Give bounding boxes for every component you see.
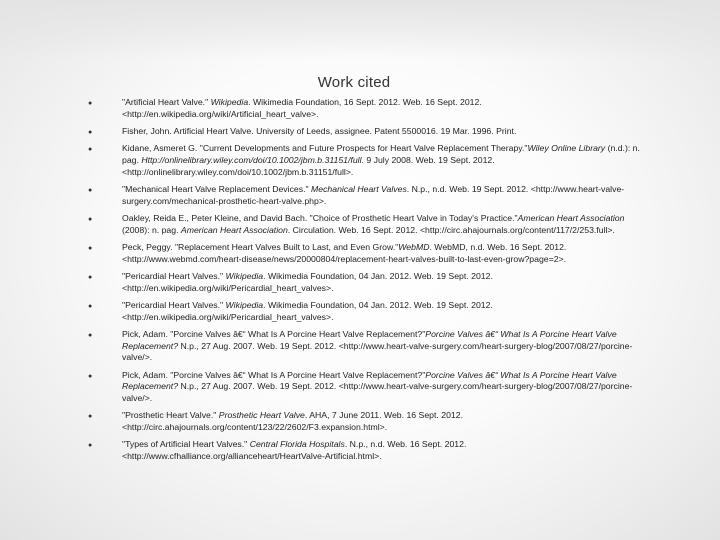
bullet-icon: ● (88, 273, 93, 281)
reference-item (86, 439, 646, 463)
reference-text: "Prosthetic Heart Valve." (122, 410, 219, 421)
reference-item (86, 329, 646, 364)
reference-item (86, 143, 646, 178)
reference-text: . N.p., n.d. Web. 19 Sept. 2012. <http://www.heart-valve-surgery.com/mechanical-prosthetic-heart-valve.php>. (122, 183, 625, 206)
reference-text: "Pericardial Heart Valves." (122, 299, 226, 310)
reference-text: . Wikimedia Foundation, 04 Jan. 2012. Web. 19 Sept. 2012. <http://en.wikipedia.org/wiki/Pericardial_heart_valves>. (122, 270, 493, 293)
reference-italic-text: Porcine Valves â€“ What Is A Porcine Heart Valve Replacement? (122, 328, 617, 351)
reference-text: "Artificial Heart Valve." (122, 97, 211, 107)
reference-text: "Types of Artificial Heart Valves." (122, 439, 250, 450)
reference-text: . Wikimedia Foundation, 16 Sept. 2012. Web. 16 Sept. 2012. <http://en.wikipedia.org/wiki/Artificial_heart_valve>. (122, 97, 482, 119)
reference-text: . N.p., n.d. Web. 16 Sept. 2012. <http://www.cfhalliance.org/allianceheart/HeartValve-Artificial.html>. (122, 439, 467, 462)
reference-item (86, 300, 646, 324)
bullet-icon: ● (88, 331, 93, 339)
reference-item (86, 126, 646, 138)
reference-text: . WebMD, n.d. Web. 16 Sept. 2012. <http://www.webmd.com/heart-disease/news/20000804/replacement-heart-valves-built-to-last-even-grow?page=2>. (122, 241, 567, 264)
reference-text: "Pericardial Heart Valves." (122, 270, 226, 281)
reference-italic-text: Http://onlinelibrary.wiley.com/doi/10.1002/jbm.b.31151/full (141, 154, 362, 165)
reference-text: Kidane, Asmeret G. "Current Developments and Future Prospects for Heart Valve Replacement Therapy." (122, 143, 528, 154)
reference-list (86, 97, 646, 468)
bullet-icon: ● (88, 186, 93, 194)
bullet-icon: ● (88, 413, 93, 421)
reference-italic-text: Porcine Valves â€“ What Is A Porcine Heart Valve Replacement? (122, 369, 617, 392)
reference-text: Oakley, Reida E., Peter Kleine, and David Bach. "Choice of Prosthetic Heart Valve in Today's Practice." (122, 212, 518, 223)
bullet-icon: ● (88, 372, 93, 380)
reference-item (86, 271, 646, 295)
bullet-icon: ● (88, 100, 93, 107)
reference-italic-text: Wikipedia (225, 299, 264, 310)
reference-text: Pick, Adam. "Porcine Valves â€“ What Is A Porcine Heart Valve Replacement?" (122, 328, 426, 339)
bullet-icon: ● (88, 146, 93, 154)
reference-italic-text: American Heart Association (180, 224, 288, 235)
reference-item (86, 97, 646, 121)
reference-text: . 9 July 2008. Web. 19 Sept. 2012. <http://onlinelibrary.wiley.com/doi/10.1002/jbm.b.31151/full>. (122, 154, 495, 177)
reference-italic-text: Prosthetic Heart Valve (218, 410, 305, 421)
reference-italic-text: American Heart Association (517, 212, 625, 223)
reference-text: (2008): n. pag. (122, 224, 181, 235)
reference-italic-text: Wikipedia (210, 97, 249, 107)
reference-item (86, 184, 646, 208)
reference-text: . AHA, 7 June 2011. Web. 16 Sept. 2012. <http://circ.ahajournals.org/content/123/22/2602/F3.expansion.html>. (122, 410, 463, 433)
reference-text: . Wikimedia Foundation, 04 Jan. 2012. Web. 19 Sept. 2012. <http://en.wikipedia.org/wiki/Pericardial_heart_valves>. (122, 299, 493, 322)
reference-text: (n.d.): n. pag. (122, 143, 640, 165)
reference-text: Peck, Peggy. "Replacement Heart Valves Built to Last, and Even Grow." (122, 241, 399, 252)
reference-item (86, 410, 646, 434)
reference-text: . Circulation. Web. 16 Sept. 2012. <http://circ.ahajournals.org/content/117/2/253.full>. (287, 224, 615, 235)
reference-text: Pick, Adam. "Porcine Valves â€“ What Is A Porcine Heart Valve Replacement?" (122, 369, 426, 380)
bullet-icon: ● (88, 442, 93, 450)
reference-item (86, 370, 646, 405)
reference-text: N.p., 27 Aug. 2007. Web. 19 Sept. 2012. <http://www.heart-valve-surgery.com/heart-surgery-blog/2007/08/27/porcine-valve/>. (122, 381, 633, 404)
reference-italic-text: Wiley Online Library (527, 143, 606, 154)
reference-italic-text: Wikipedia (225, 270, 264, 281)
page-title: Work cited (317, 74, 391, 91)
reference-italic-text: WebMD (398, 241, 430, 252)
reference-text: "Mechanical Heart Valve Replacement Devices." (122, 183, 312, 194)
bullet-icon: ● (88, 302, 93, 310)
reference-italic-text: Central Florida Hospitals (249, 439, 345, 450)
bullet-icon: ● (88, 244, 93, 252)
reference-item (86, 242, 646, 266)
reference-text: Fisher, John. Artificial Heart Valve. University of Leeds, assignee. Patent 5500016. 19 Mar. 1996. Print. (122, 125, 517, 136)
bullet-icon: ● (88, 215, 93, 223)
bullet-icon: ● (88, 128, 93, 136)
reference-text: N.p., 27 Aug. 2007. Web. 19 Sept. 2012. <http://www.heart-valve-surgery.com/heart-surgery-blog/2007/08/27/porcine-valve/>. (122, 340, 633, 363)
reference-italic-text: Mechanical Heart Valves (311, 183, 407, 194)
reference-item (86, 213, 646, 237)
